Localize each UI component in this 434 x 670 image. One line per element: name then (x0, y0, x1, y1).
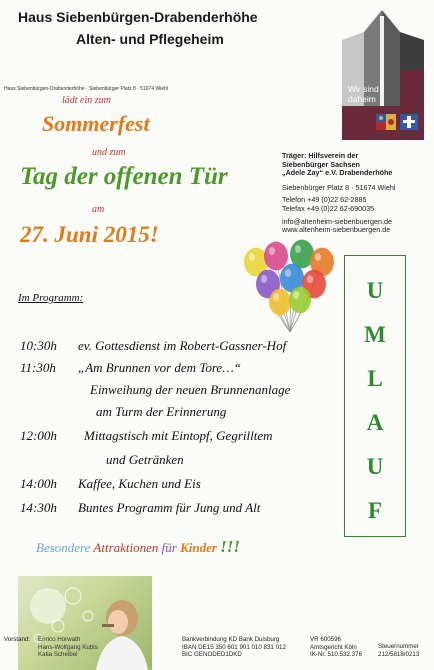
bank-line2: IBAN DE15 350 601 901 010 831 012 (182, 643, 286, 651)
highlight-part1: Besondere (36, 540, 91, 555)
umlauf-letter-u2: U (366, 454, 384, 479)
balloon (289, 287, 311, 313)
bank-line3: BIC GENODED1DKD (182, 651, 242, 659)
balloon-highlight (285, 269, 291, 277)
programm-item-1 (20, 338, 286, 354)
event-date: 27. Juni 2015! (20, 222, 159, 247)
item-time: 14:00h (20, 476, 57, 491)
home-name: Haus Siebenbürgen-Drabenderhöhe (18, 9, 258, 25)
invite-line2: und zum (92, 147, 126, 158)
logo-graphic (334, 10, 428, 140)
balloon-highlight (295, 245, 301, 253)
item-text: Mittagstisch mit Eintopf, Gegrilltem (84, 428, 273, 443)
programm-item-5 (20, 428, 273, 444)
traeger-line1: Träger: Hilfsverein der (282, 151, 359, 160)
balloon-highlight (269, 247, 275, 255)
event-sommerfest: Sommerfest (42, 111, 150, 136)
balloon-highlight (249, 253, 255, 261)
umlauf-letter-f: F (367, 498, 383, 523)
sender-address: Haus Siebenbürgen-Drabenderhöhe · Siebenbürger Platz 8 · 51674 Wiehl (4, 86, 168, 92)
registry-line3: IK-Nr. 510.532.376 (310, 651, 362, 659)
umlauf-letter-u: U (366, 278, 384, 303)
programm-item-8 (20, 500, 260, 516)
umlauf-letter-a: A (366, 410, 384, 435)
org-email[interactable]: info@altenheim-siebenbuergen.de (282, 216, 392, 226)
balloon (269, 289, 291, 315)
programm-item-4: am Turm der Erinnerung (96, 404, 227, 419)
item-text: Kaffee, Kuchen und Eis (78, 476, 201, 491)
organisation-block (282, 152, 432, 235)
umlauf-letter-m: M (364, 322, 386, 347)
traeger-line3: „Adele Zay“ e.V. Drabenderhöhe (282, 168, 393, 178)
highlight-part3: für (161, 540, 177, 555)
bank-line1: Bankverbindung KD Bank Duisburg (182, 636, 280, 643)
tax-details (378, 643, 419, 658)
balloon-highlight (261, 275, 267, 283)
item-text: ev. Gottesdienst im Robert-Gassner-Hof (78, 338, 287, 353)
highlight-part2: Attraktionen (93, 540, 159, 555)
item-time: 11:30h (20, 360, 56, 375)
invite-line3: am (92, 204, 105, 215)
programm-item-3: Einweihung der neuen Brunnenanlage (90, 382, 291, 397)
vorstand-name2: Hans-Wolfgang Kubis (38, 643, 98, 651)
traeger-line2: Siebenbürger Sachsen (282, 159, 360, 169)
balloons-illustration (238, 232, 342, 336)
balloon-highlight (307, 275, 313, 283)
invite-line1: lädt ein zum (62, 95, 111, 106)
item-time: 14:30h (20, 500, 57, 515)
highlight-part4: Kinder (180, 540, 217, 555)
vorstand-name3: Katia Scheibel (38, 651, 78, 659)
home-subtitle: Alten- und Pflegeheim (76, 31, 224, 47)
registry-details (310, 636, 362, 659)
programm-item-7 (20, 476, 201, 492)
programm-item-2 (20, 360, 241, 376)
org-website[interactable]: www.altenheim-siebenbuergen.de (282, 225, 391, 235)
balloon-highlight (315, 253, 321, 261)
kinder-highlight (36, 537, 240, 557)
item-time: 12:00h (20, 428, 57, 443)
balloon (264, 242, 288, 271)
item-text: Buntes Programm für Jung und Alt (78, 500, 261, 515)
tax-line2: 212/5818/0213 (378, 650, 420, 658)
org-fax: Telefax +49 (0)22 62-690035 (282, 203, 375, 213)
tax-line1: Steuernummer (378, 643, 419, 650)
slogan (348, 84, 379, 104)
registry-line1: VR 600596 (310, 636, 341, 643)
balloon-highlight (293, 291, 299, 299)
org-phone: Telefon +49 (0)22 62-2885 (282, 195, 367, 205)
slogan-line1: Wir sind (348, 84, 379, 94)
event-tag-der-offenen-tuer: Tag der offenen Tür (20, 163, 228, 190)
org-address: Siebenbürger Platz 8 · 51674 Wiehl (282, 182, 396, 192)
bank-details (182, 636, 286, 659)
balloon-highlight (273, 293, 279, 301)
vorstand-name1: Enrico Horwath (38, 636, 81, 643)
item-time: 10:30h (20, 338, 57, 353)
highlight-part5: !!! (220, 537, 241, 556)
item-text: „Am Brunnen vor dem Tore…“ (78, 360, 241, 375)
programm-title: Im Programm: (18, 292, 84, 304)
registry-line2: Amtsgericht Köln (310, 643, 357, 651)
umlauf-letter-l: L (367, 366, 383, 391)
logo (334, 10, 428, 140)
vorstand-label: Vorstand: (4, 636, 31, 643)
umlauf-box (344, 255, 406, 537)
slogan-line2: daheim (348, 94, 376, 104)
vorstand-names (38, 636, 98, 659)
programm-item-6: und Getränken (106, 452, 184, 467)
